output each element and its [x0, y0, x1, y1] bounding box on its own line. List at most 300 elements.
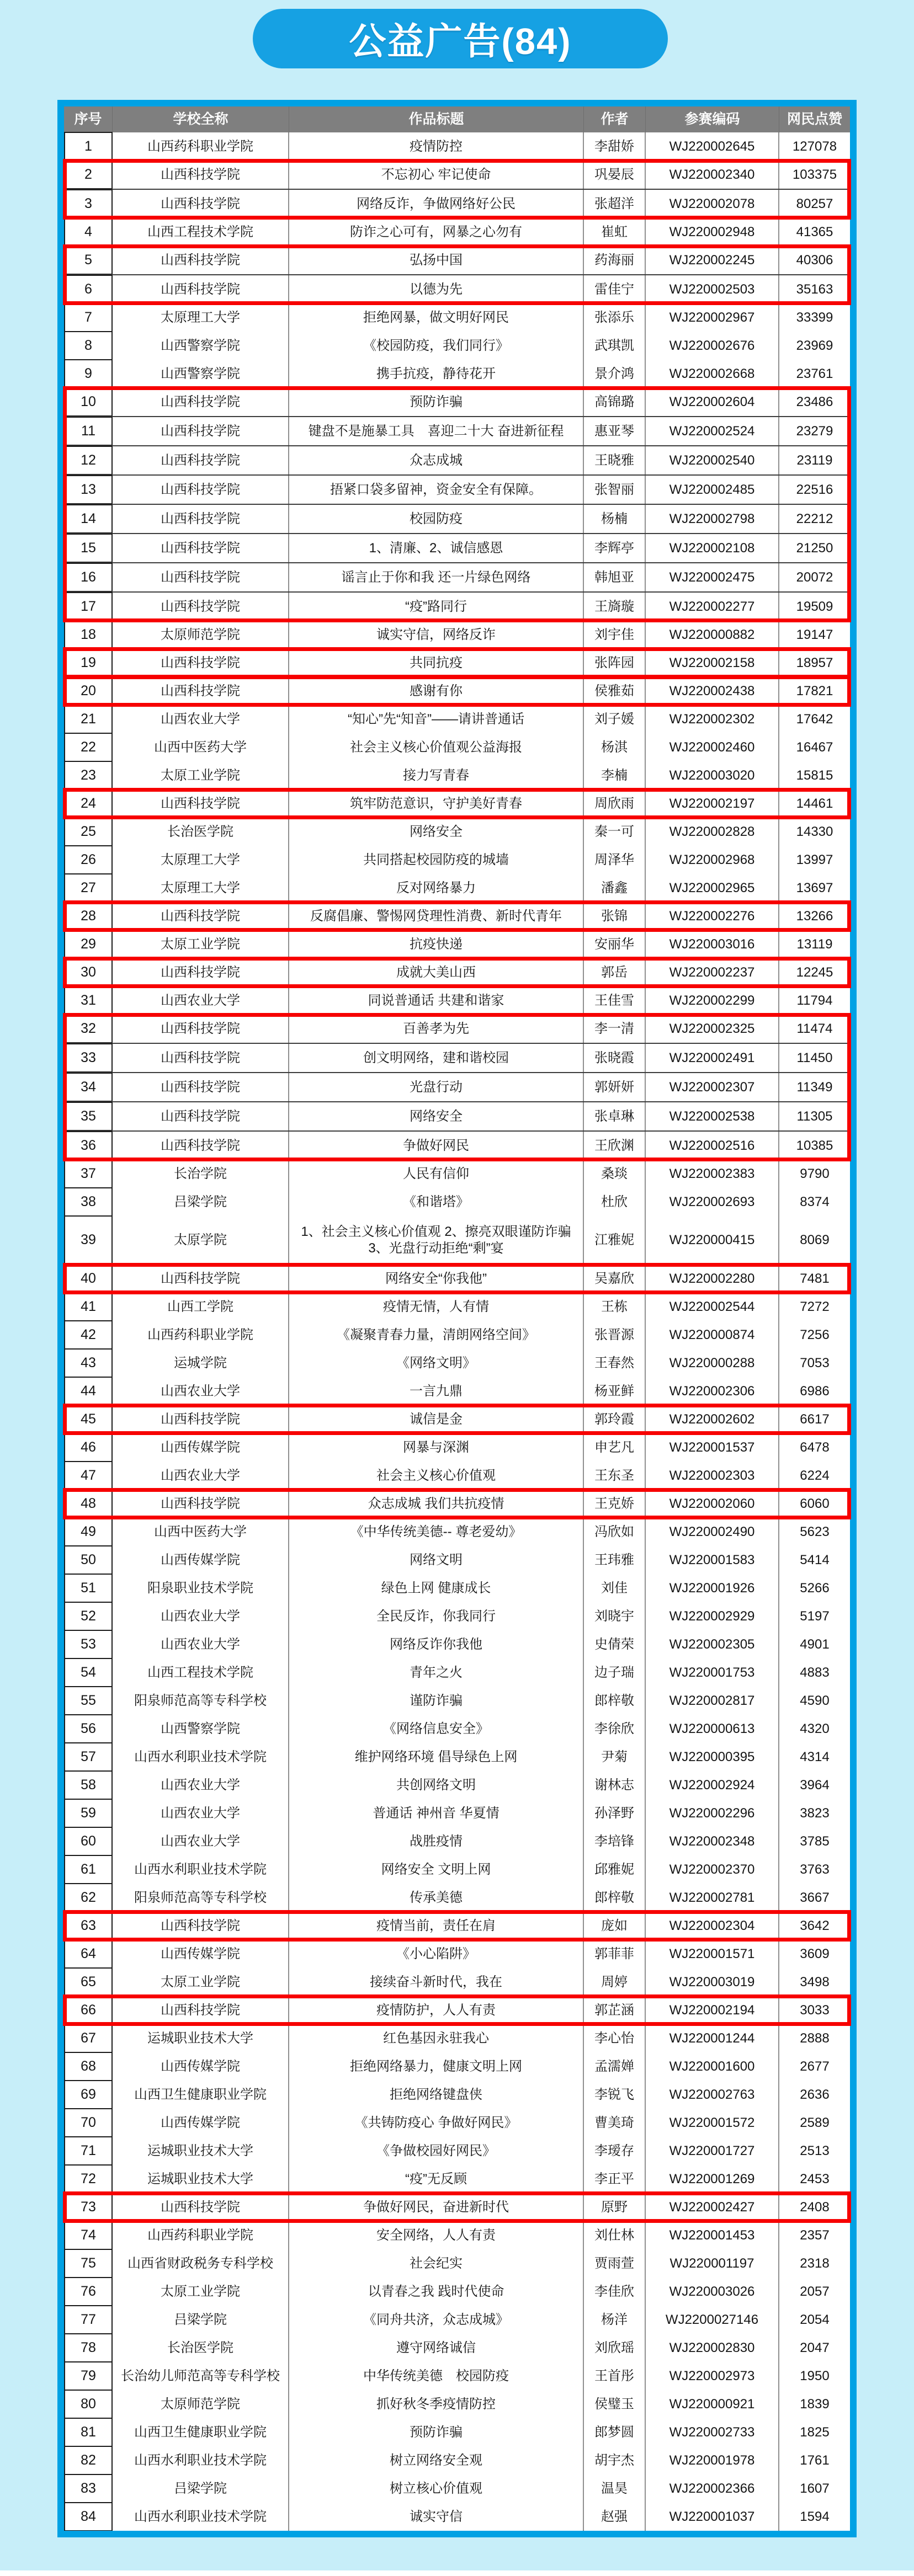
highlighted-row-group	[64, 902, 850, 930]
likes-cell: 23969	[796, 338, 833, 353]
school-cell: 山西科技学院	[113, 563, 289, 591]
row-group	[64, 1799, 850, 1827]
serial-cell: 44	[64, 1377, 113, 1405]
code-cell: WJ220000395	[646, 1743, 779, 1771]
table-row	[64, 1433, 850, 1462]
row-group	[64, 1884, 850, 1912]
row-group	[64, 2362, 850, 2390]
code-cell: WJ220002237	[646, 958, 779, 986]
school-cell: 山西科技学院	[113, 417, 289, 445]
code-cell: WJ220002280	[646, 1265, 779, 1293]
title-cell: 遵守网络诚信	[289, 2334, 584, 2362]
likes-cell: 3823	[800, 1805, 830, 1821]
table-row	[64, 246, 850, 275]
serial-cell: 56	[64, 1714, 113, 1743]
author-cell: 周婷	[584, 1968, 646, 1996]
serial-cell: 54	[64, 1658, 113, 1687]
serial-cell: 40	[64, 1264, 113, 1293]
code-cell: WJ2200027146	[646, 2306, 779, 2334]
table-row	[64, 1293, 850, 1321]
row-group	[64, 1546, 850, 1574]
school-cell: 山西农业大学	[113, 1799, 289, 1827]
school-cell: 山西传媒学院	[113, 1940, 289, 1968]
school-cell: 山西农业大学	[113, 1462, 289, 1490]
serial-cell: 10	[64, 387, 113, 416]
author-cell: 边子瑞	[584, 1658, 646, 1687]
serial-cell: 32	[64, 1014, 113, 1043]
school-cell: 山西科技学院	[113, 593, 289, 621]
code-cell: WJ220000882	[646, 621, 779, 649]
title-cell: 社会主义核心价值观公益海报	[289, 733, 584, 761]
title-cell: 《凝聚青春力量，清朗网络空间》	[289, 1321, 584, 1349]
row-group	[64, 1349, 850, 1377]
code-cell: WJ220002306	[646, 1377, 779, 1405]
title-cell: 网络文明	[289, 1546, 584, 1574]
school-cell: 太原工业学院	[113, 761, 289, 790]
serial-cell: 50	[64, 1545, 113, 1574]
title-cell: 网络安全“你我他”	[289, 1265, 584, 1293]
table-row	[64, 1349, 850, 1377]
likes-cell: 5197	[800, 1608, 830, 1624]
title-cell: 人民有信仰	[289, 1160, 584, 1188]
code-cell: WJ220002516	[646, 1132, 779, 1160]
title-cell: 《中华传统美德-- 尊老爱幼》	[289, 1518, 584, 1546]
table-row	[64, 2278, 850, 2306]
code-cell: WJ220002491	[646, 1044, 779, 1072]
likes-cell: 20072	[796, 569, 833, 585]
likes-cell: 3033	[800, 2002, 830, 2018]
likes-cell: 7256	[800, 1327, 830, 1342]
school-cell: 山西科技学院	[113, 275, 289, 303]
likes-cell: 103375	[792, 167, 837, 182]
likes-cell: 40306	[796, 252, 833, 268]
serial-cell: 47	[64, 1461, 113, 1490]
likes-cell: 23486	[796, 394, 833, 409]
serial-cell: 68	[64, 2052, 113, 2081]
serial-cell: 36	[64, 1131, 113, 1160]
likes-cell: 35163	[796, 281, 833, 297]
school-cell: 长治学院	[113, 1160, 289, 1188]
author-cell: 李佳欣	[584, 2278, 646, 2306]
row-group	[64, 1771, 850, 1799]
table-row	[64, 2109, 850, 2137]
row-group	[64, 846, 850, 874]
author-cell: 李一清	[584, 1015, 646, 1043]
author-cell: 李瑷存	[584, 2137, 646, 2165]
serial-cell: 33	[64, 1043, 113, 1072]
code-cell: WJ220002948	[646, 218, 779, 246]
table-row	[64, 2024, 850, 2052]
author-cell: 李锐飞	[584, 2081, 646, 2109]
title-cell: 反对网络暴力	[289, 874, 584, 902]
row-group	[64, 818, 850, 846]
school-cell: 山西农业大学	[113, 986, 289, 1015]
school-cell: 山西中医药大学	[113, 1518, 289, 1546]
likes-cell: 13119	[796, 936, 833, 952]
code-cell: WJ220002490	[646, 1518, 779, 1546]
school-cell: 长治幼儿师范高等专科学校	[113, 2362, 289, 2390]
title-cell: 网络安全	[289, 818, 584, 846]
row-group	[64, 1293, 850, 1321]
school-cell: 山西警察学院	[113, 360, 289, 388]
code-cell: WJ220002763	[646, 2081, 779, 2109]
table-row	[64, 1996, 850, 2024]
likes-cell: 23279	[796, 423, 833, 439]
row-group	[64, 1602, 850, 1630]
likes-cell: 1594	[800, 2509, 830, 2524]
school-cell: 山西药科职业学院	[113, 1321, 289, 1349]
title-cell: 以德为先	[289, 275, 584, 303]
school-cell: 运城职业技术大学	[113, 2165, 289, 2193]
title-cell: 拒绝网络键盘侠	[289, 2081, 584, 2109]
table-row	[64, 677, 850, 705]
author-cell: 孟濡婵	[584, 2052, 646, 2081]
code-cell: WJ220002540	[646, 446, 779, 474]
serial-cell: 18	[64, 620, 113, 649]
author-cell: 侯雅茹	[584, 677, 646, 705]
author-cell: 周泽华	[584, 846, 646, 874]
table-row	[64, 1799, 850, 1827]
title-cell: 争做好网民	[289, 1132, 584, 1160]
serial-cell: 82	[64, 2446, 113, 2474]
header-code-cell: 参赛编码	[646, 106, 779, 132]
highlighted-row-group	[64, 958, 850, 986]
serial-cell: 4	[64, 217, 113, 246]
table-row	[64, 818, 850, 846]
serial-cell: 34	[64, 1073, 113, 1101]
title-cell: 众志成城 我们共抗疫情	[289, 1490, 584, 1518]
serial-cell: 61	[64, 1855, 113, 1884]
school-cell: 山西科技学院	[113, 649, 289, 677]
code-cell: WJ220001583	[646, 1546, 779, 1574]
author-cell: 崔虹	[584, 218, 646, 246]
table-row	[64, 1715, 850, 1743]
serial-cell: 73	[64, 2193, 113, 2221]
row-group	[64, 1968, 850, 1996]
likes-cell: 11305	[796, 1108, 833, 1124]
title-cell: 众志成城	[289, 446, 584, 474]
author-cell: 王克娇	[584, 1490, 646, 1518]
serial-cell: 78	[64, 2333, 113, 2362]
school-cell: 山西传媒学院	[113, 2109, 289, 2137]
likes-cell: 33399	[796, 310, 833, 325]
author-cell: 庞如	[584, 1912, 646, 1940]
serial-cell: 7	[64, 303, 113, 332]
code-cell: WJ220003019	[646, 1968, 779, 1996]
table-row	[64, 1015, 850, 1044]
author-cell: 惠亚琴	[584, 417, 646, 445]
table-row	[64, 2446, 850, 2474]
row-group	[64, 1462, 850, 1490]
code-cell: WJ220002438	[646, 677, 779, 705]
author-cell: 药海丽	[584, 246, 646, 274]
author-cell: 刘宇佳	[584, 621, 646, 649]
author-cell: 武琪凯	[584, 332, 646, 360]
code-cell: WJ220002366	[646, 2474, 779, 2503]
author-cell: 秦一可	[584, 818, 646, 846]
row-group	[64, 2390, 850, 2418]
likes-cell: 1607	[800, 2481, 830, 2496]
likes-cell: 7481	[800, 1271, 830, 1286]
code-cell: WJ220002325	[646, 1015, 779, 1043]
highlighted-row-group	[64, 2193, 850, 2221]
row-group	[64, 360, 850, 388]
author-cell: 李辉亭	[584, 534, 646, 562]
likes-cell: 5414	[800, 1552, 830, 1567]
highlighted-row-group	[64, 1490, 850, 1518]
row-group	[64, 874, 850, 902]
row-group	[64, 2024, 850, 2052]
code-cell: WJ220003016	[646, 930, 779, 958]
school-cell: 山西科技学院	[113, 534, 289, 562]
serial-cell: 49	[64, 1517, 113, 1546]
table-row	[64, 874, 850, 902]
code-cell: WJ220002296	[646, 1799, 779, 1827]
author-cell: 贾雨萱	[584, 2249, 646, 2278]
author-cell: 李正平	[584, 2165, 646, 2193]
row-group	[64, 733, 850, 761]
title-cell: 社会纪实	[289, 2249, 584, 2278]
school-cell: 山西科技学院	[113, 958, 289, 986]
serial-cell: 62	[64, 1883, 113, 1912]
likes-cell: 5623	[800, 1524, 830, 1539]
title-cell: 接力写青春	[289, 761, 584, 790]
title-cell: 网络安全	[289, 1102, 584, 1130]
table-row	[64, 2221, 850, 2249]
author-cell: 郭玲霞	[584, 1405, 646, 1433]
serial-cell: 41	[64, 1292, 113, 1321]
likes-cell: 2318	[800, 2255, 830, 2271]
code-cell: WJ220002965	[646, 874, 779, 902]
row-group	[64, 2503, 850, 2531]
school-cell: 长治医学院	[113, 2334, 289, 2362]
likes-cell: 6224	[800, 1468, 830, 1483]
code-cell: WJ220003026	[646, 2278, 779, 2306]
row-group	[64, 2334, 850, 2362]
author-cell: 郭妍妍	[584, 1073, 646, 1101]
school-cell: 山西工程技术学院	[113, 218, 289, 246]
likes-cell: 14330	[796, 824, 833, 839]
likes-cell: 3642	[800, 1918, 830, 1933]
title-cell: 全民反诈，你我同行	[289, 1602, 584, 1630]
serial-cell: 58	[64, 1770, 113, 1799]
author-cell: 王旖璇	[584, 593, 646, 621]
table-row	[64, 1462, 850, 1490]
likes-cell: 2589	[800, 2115, 830, 2130]
highlighted-row-group	[64, 1015, 850, 1160]
table-row	[64, 1968, 850, 1996]
author-cell: 邱雅妮	[584, 1855, 646, 1884]
likes-cell: 41365	[796, 224, 833, 239]
author-cell: 孙泽野	[584, 1799, 646, 1827]
title-cell: 防诈之心可有，网暴之心勿有	[289, 218, 584, 246]
school-cell: 山西卫生健康职业学院	[113, 2418, 289, 2446]
school-cell: 山西水利职业技术学院	[113, 2446, 289, 2474]
school-cell: 山西农业大学	[113, 1602, 289, 1630]
title-cell: 安全网络，人人有责	[289, 2221, 584, 2249]
title-cell: 键盘不是施暴工具 喜迎二十大 奋进新征程	[289, 417, 584, 445]
header-author-cell: 作者	[584, 106, 646, 132]
table-row	[64, 1160, 850, 1188]
school-cell: 阳泉职业技术学院	[113, 1574, 289, 1602]
likes-cell: 4320	[800, 1721, 830, 1736]
code-cell: WJ220002078	[646, 190, 779, 218]
header-likes-cell: 网民点赞	[787, 111, 842, 127]
author-cell: 高锦璐	[584, 388, 646, 416]
code-cell: WJ220002645	[646, 132, 779, 161]
code-cell: WJ220002828	[646, 818, 779, 846]
serial-cell: 79	[64, 2361, 113, 2390]
author-cell: 谢林志	[584, 1771, 646, 1799]
school-cell: 山西科技学院	[113, 446, 289, 474]
row-group	[64, 1658, 850, 1687]
code-cell: WJ220000415	[646, 1216, 779, 1265]
school-cell: 山西科技学院	[113, 902, 289, 930]
table-row	[64, 2362, 850, 2390]
code-cell: WJ220001453	[646, 2221, 779, 2249]
table-row	[64, 958, 850, 986]
serial-cell: 75	[64, 2249, 113, 2278]
code-cell: WJ220002194	[646, 1996, 779, 2024]
author-cell: 安丽华	[584, 930, 646, 958]
row-group	[64, 705, 850, 733]
table-row	[64, 2390, 850, 2418]
author-cell: 王栋	[584, 1293, 646, 1321]
row-group	[64, 1855, 850, 1884]
code-cell: WJ220000921	[646, 2390, 779, 2418]
title-cell: 反腐倡廉、警惕网贷理性消费、新时代青年	[289, 902, 584, 930]
code-cell: WJ220002303	[646, 1462, 779, 1490]
author-cell: 杨洋	[584, 2306, 646, 2334]
likes-cell: 6986	[800, 1383, 830, 1399]
row-group	[64, 132, 850, 161]
author-cell: 刘佳	[584, 1574, 646, 1602]
title-cell: 接续奋斗新时代，我在	[289, 1968, 584, 1996]
title-cell: 创文明网络，建和谐校园	[289, 1044, 584, 1072]
code-cell: WJ220001037	[646, 2503, 779, 2531]
author-cell: 张锦	[584, 902, 646, 930]
row-group	[64, 621, 850, 649]
table-row	[64, 1216, 850, 1265]
likes-cell: 13697	[796, 880, 833, 895]
serial-cell: 39	[64, 1215, 113, 1265]
code-cell: WJ220002307	[646, 1073, 779, 1101]
row-group	[64, 1574, 850, 1602]
table-row	[64, 417, 850, 446]
table-row	[64, 2165, 850, 2193]
table-row	[64, 1743, 850, 1771]
title-cell: 共创网络文明	[289, 1771, 584, 1799]
code-cell: WJ220001727	[646, 2137, 779, 2165]
likes-cell: 1825	[800, 2424, 830, 2440]
likes-cell: 3785	[800, 1833, 830, 1849]
row-group	[64, 1827, 850, 1855]
row-group	[64, 218, 850, 246]
serial-cell: 17	[64, 592, 113, 621]
code-cell: WJ220003020	[646, 761, 779, 790]
code-cell: WJ220001571	[646, 1940, 779, 1968]
code-cell: WJ220002305	[646, 1630, 779, 1658]
title-cell: 诚信是金	[289, 1405, 584, 1433]
title-cell: 维护网络环境 倡导绿色上网	[289, 1743, 584, 1771]
serial-cell: 80	[64, 2390, 113, 2418]
title-cell: 1、社会主义核心价值观 2、擦亮双眼谨防诈骗 3、光盘行动拒绝“剩”宴	[289, 1216, 584, 1265]
likes-cell: 11474	[796, 1021, 833, 1036]
likes-cell: 1950	[800, 2368, 830, 2383]
table-row	[64, 1630, 850, 1658]
serial-cell: 30	[64, 958, 113, 986]
title-cell: 疫情无情，人有情	[289, 1293, 584, 1321]
likes-cell: 5266	[800, 1580, 830, 1596]
title-cell: 《同舟共济，众志成城》	[289, 2306, 584, 2334]
likes-cell: 19147	[796, 627, 833, 642]
code-cell: WJ220002924	[646, 1771, 779, 1799]
row-group	[64, 2165, 850, 2193]
table-row	[64, 332, 850, 360]
title-cell: 《网络文明》	[289, 1349, 584, 1377]
serial-cell: 19	[64, 648, 113, 677]
code-cell: WJ220001537	[646, 1433, 779, 1462]
serial-cell: 81	[64, 2418, 113, 2446]
school-cell: 山西药科职业学院	[113, 2221, 289, 2249]
title-cell: 网络反诈，争做网络好公民	[289, 190, 584, 218]
title-cell: 共同搭起校园防疫的城墙	[289, 846, 584, 874]
code-cell: WJ220002544	[646, 1293, 779, 1321]
code-cell: WJ220002668	[646, 360, 779, 388]
school-cell: 山西农业大学	[113, 1771, 289, 1799]
school-cell: 吕梁学院	[113, 1188, 289, 1216]
serial-cell: 53	[64, 1630, 113, 1658]
code-cell: WJ220002973	[646, 2362, 779, 2390]
title-cell: “知心”先“知音”——请讲普通话	[289, 705, 584, 733]
code-cell: WJ220002604	[646, 388, 779, 416]
author-cell: 雷佳宁	[584, 275, 646, 303]
title-cell: 弘扬中国	[289, 246, 584, 274]
title-cell: 《网络信息安全》	[289, 1715, 584, 1743]
likes-cell: 2054	[800, 2312, 830, 2327]
serial-cell: 76	[64, 2277, 113, 2306]
title-cell: 共同抗疫	[289, 649, 584, 677]
likes-cell: 4590	[800, 1693, 830, 1708]
title-cell: 携手抗疫，静待花开	[289, 360, 584, 388]
school-cell: 山西传媒学院	[113, 2052, 289, 2081]
serial-cell: 8	[64, 331, 113, 360]
likes-cell: 21250	[796, 540, 833, 556]
title-cell: 疫情当前，责任在肩	[289, 1912, 584, 1940]
serial-cell: 63	[64, 1911, 113, 1940]
author-cell: 王玮雅	[584, 1546, 646, 1574]
table-row	[64, 446, 850, 476]
likes-cell: 9790	[800, 1166, 830, 1181]
title-cell: 《校园防疫，我们同行》	[289, 332, 584, 360]
table-row	[64, 505, 850, 534]
author-cell: 张晓霞	[584, 1044, 646, 1072]
school-cell: 山西卫生健康职业学院	[113, 2081, 289, 2109]
author-cell: 杨亚鲜	[584, 1377, 646, 1405]
author-cell: 王春然	[584, 1349, 646, 1377]
title-cell: 捂紧口袋多留神，资金安全有保障。	[289, 476, 584, 504]
title-cell: 一言九鼎	[289, 1377, 584, 1405]
likes-cell: 8069	[800, 1233, 830, 1247]
serial-cell: 23	[64, 761, 113, 790]
serial-cell: 45	[64, 1405, 113, 1433]
row-group	[64, 1630, 850, 1658]
highlighted-row-group	[64, 1912, 850, 1940]
school-cell: 阳泉师范高等专科学校	[113, 1687, 289, 1715]
title-cell: 红色基因永驻我心	[289, 2024, 584, 2052]
likes-cell: 4883	[800, 1665, 830, 1680]
serial-cell: 25	[64, 817, 113, 846]
